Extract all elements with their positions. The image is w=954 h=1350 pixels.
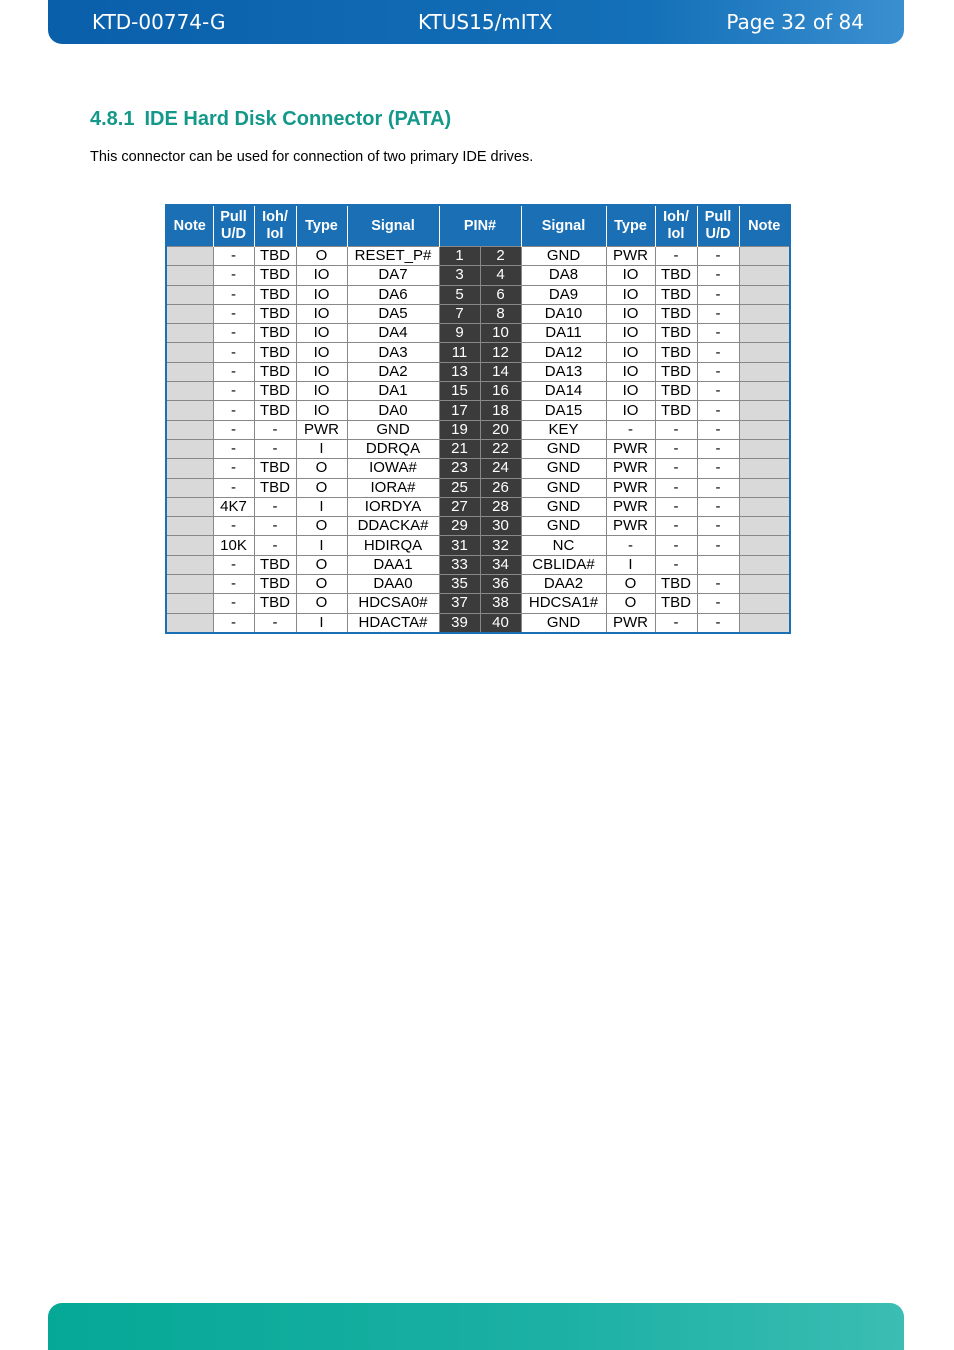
cell-signal-right: DA11 (521, 324, 606, 343)
cell-type-left: O (296, 459, 347, 478)
cell-pin-even: 26 (480, 478, 521, 497)
pinout-table (165, 204, 791, 634)
cell-note-right (739, 247, 790, 266)
cell-ioh-right: TBD (655, 285, 697, 304)
cell-pin-odd: 39 (439, 613, 480, 633)
cell-signal-left: DDRQA (347, 439, 439, 458)
cell-type-right: PWR (606, 247, 655, 266)
cell-pin-odd: 19 (439, 420, 480, 439)
cell-pull-left: - (213, 304, 254, 323)
cell-note-left (166, 555, 213, 574)
cell-pull-right: - (697, 594, 739, 613)
cell-ioh-left: TBD (254, 382, 296, 401)
table-row (166, 382, 790, 401)
cell-note-left (166, 420, 213, 439)
table-row (166, 459, 790, 478)
cell-ioh-left: TBD (254, 555, 296, 574)
cell-type-left: O (296, 575, 347, 594)
page-number: Page 32 of 84 (726, 10, 864, 34)
cell-type-left: I (296, 613, 347, 633)
cell-pin-even: 34 (480, 555, 521, 574)
cell-note-right (739, 401, 790, 420)
cell-ioh-left: TBD (254, 401, 296, 420)
table-row (166, 285, 790, 304)
cell-signal-left: DA6 (347, 285, 439, 304)
cell-note-right (739, 478, 790, 497)
cell-pin-odd: 23 (439, 459, 480, 478)
cell-signal-right: GND (521, 517, 606, 536)
cell-pull-right: - (697, 517, 739, 536)
cell-type-right: PWR (606, 478, 655, 497)
cell-pin-odd: 29 (439, 517, 480, 536)
cell-note-left (166, 575, 213, 594)
cell-pull-right: - (697, 247, 739, 266)
cell-ioh-right: TBD (655, 304, 697, 323)
cell-signal-right: HDCSA1# (521, 594, 606, 613)
col-pull-right: Pull U/D (697, 205, 739, 247)
page-footer (48, 1303, 904, 1350)
cell-ioh-left: - (254, 497, 296, 516)
cell-signal-right: DA15 (521, 401, 606, 420)
cell-signal-right: DA9 (521, 285, 606, 304)
cell-signal-left: GND (347, 420, 439, 439)
cell-pin-even: 28 (480, 497, 521, 516)
cell-signal-left: HDCSA0# (347, 594, 439, 613)
cell-pull-left: - (213, 420, 254, 439)
cell-note-left (166, 285, 213, 304)
cell-note-left (166, 324, 213, 343)
cell-type-left: IO (296, 401, 347, 420)
cell-ioh-right: - (655, 497, 697, 516)
cell-pin-odd: 37 (439, 594, 480, 613)
cell-signal-left: DDACKA# (347, 517, 439, 536)
cell-note-right (739, 555, 790, 574)
cell-pull-left: - (213, 594, 254, 613)
cell-pin-even: 24 (480, 459, 521, 478)
cell-ioh-right: - (655, 247, 697, 266)
cell-pull-right: - (697, 459, 739, 478)
cell-ioh-right: TBD (655, 324, 697, 343)
cell-pull-right: - (697, 575, 739, 594)
cell-type-right: PWR (606, 497, 655, 516)
table-row (166, 247, 790, 266)
cell-pin-odd: 17 (439, 401, 480, 420)
cell-signal-left: DA3 (347, 343, 439, 362)
cell-pin-even: 18 (480, 401, 521, 420)
cell-pull-right (697, 555, 739, 574)
cell-pull-right: - (697, 266, 739, 285)
table-row (166, 497, 790, 516)
cell-signal-left: DA4 (347, 324, 439, 343)
cell-pull-right: - (697, 613, 739, 633)
cell-note-right (739, 575, 790, 594)
cell-note-left (166, 517, 213, 536)
cell-type-right: IO (606, 401, 655, 420)
col-ioh-right: Ioh/ Iol (655, 205, 697, 247)
cell-signal-right: GND (521, 439, 606, 458)
cell-pin-odd: 3 (439, 266, 480, 285)
col-signal-right: Signal (521, 205, 606, 247)
cell-pin-odd: 33 (439, 555, 480, 574)
cell-note-left (166, 247, 213, 266)
cell-signal-left: RESET_P# (347, 247, 439, 266)
cell-type-right: O (606, 594, 655, 613)
cell-pin-even: 38 (480, 594, 521, 613)
cell-note-right (739, 285, 790, 304)
cell-pin-even: 20 (480, 420, 521, 439)
col-type-right: Type (606, 205, 655, 247)
cell-pull-left: - (213, 555, 254, 574)
table-row (166, 362, 790, 381)
table-row (166, 613, 790, 633)
cell-signal-right: DAA2 (521, 575, 606, 594)
cell-note-right (739, 536, 790, 555)
cell-signal-left: DAA1 (347, 555, 439, 574)
section-heading (90, 108, 451, 131)
col-note-right: Note (739, 205, 790, 247)
cell-pull-right: - (697, 343, 739, 362)
cell-pin-odd: 5 (439, 285, 480, 304)
cell-ioh-left: TBD (254, 285, 296, 304)
table-row (166, 555, 790, 574)
intro-text: This connector can be used for connection of two primary IDE drives. (90, 149, 534, 165)
cell-pin-odd: 7 (439, 304, 480, 323)
doc-id: KTD-00774-G (92, 10, 226, 34)
cell-note-left (166, 401, 213, 420)
cell-ioh-left: TBD (254, 594, 296, 613)
cell-ioh-left: TBD (254, 247, 296, 266)
cell-signal-right: GND (521, 613, 606, 633)
cell-note-left (166, 266, 213, 285)
cell-pin-even: 14 (480, 362, 521, 381)
cell-ioh-left: TBD (254, 266, 296, 285)
cell-pull-right: - (697, 536, 739, 555)
cell-pull-left: - (213, 517, 254, 536)
cell-signal-right: GND (521, 459, 606, 478)
cell-pin-odd: 25 (439, 478, 480, 497)
cell-signal-left: DA1 (347, 382, 439, 401)
cell-ioh-left: TBD (254, 478, 296, 497)
table-row (166, 401, 790, 420)
cell-signal-right: GND (521, 497, 606, 516)
cell-pin-odd: 31 (439, 536, 480, 555)
cell-pin-even: 40 (480, 613, 521, 633)
cell-pull-left: - (213, 362, 254, 381)
cell-pin-odd: 27 (439, 497, 480, 516)
cell-type-right: IO (606, 343, 655, 362)
cell-note-right (739, 324, 790, 343)
cell-pin-even: 6 (480, 285, 521, 304)
cell-signal-right: CBLIDA# (521, 555, 606, 574)
cell-ioh-left: TBD (254, 459, 296, 478)
cell-ioh-right: - (655, 478, 697, 497)
cell-type-right: - (606, 420, 655, 439)
cell-ioh-left: - (254, 536, 296, 555)
cell-type-left: O (296, 555, 347, 574)
cell-note-left (166, 304, 213, 323)
cell-signal-right: NC (521, 536, 606, 555)
cell-pin-odd: 15 (439, 382, 480, 401)
cell-signal-left: IORDYA (347, 497, 439, 516)
cell-ioh-right: TBD (655, 343, 697, 362)
cell-pull-right: - (697, 362, 739, 381)
cell-note-right (739, 439, 790, 458)
col-pull-left: Pull U/D (213, 205, 254, 247)
cell-note-right (739, 420, 790, 439)
cell-note-right (739, 343, 790, 362)
cell-type-right: IO (606, 266, 655, 285)
section-number: 4.8.1 (90, 108, 135, 130)
cell-note-left (166, 343, 213, 362)
cell-ioh-left: - (254, 517, 296, 536)
cell-pin-even: 12 (480, 343, 521, 362)
cell-type-right: PWR (606, 459, 655, 478)
cell-signal-left: DA0 (347, 401, 439, 420)
col-note-left: Note (166, 205, 213, 247)
cell-note-right (739, 613, 790, 633)
cell-note-right (739, 594, 790, 613)
cell-pull-left: 4K7 (213, 497, 254, 516)
cell-ioh-left: TBD (254, 362, 296, 381)
cell-pin-even: 8 (480, 304, 521, 323)
cell-signal-right: GND (521, 247, 606, 266)
cell-signal-left: DAA0 (347, 575, 439, 594)
cell-ioh-right: - (655, 536, 697, 555)
cell-type-left: O (296, 478, 347, 497)
table-row (166, 439, 790, 458)
cell-type-right: O (606, 575, 655, 594)
cell-type-left: PWR (296, 420, 347, 439)
cell-note-right (739, 266, 790, 285)
cell-ioh-right: TBD (655, 594, 697, 613)
cell-pin-odd: 1 (439, 247, 480, 266)
table-row (166, 575, 790, 594)
page-header (48, 0, 904, 44)
product-name: KTUS15/mITX (418, 10, 553, 34)
cell-pin-odd: 21 (439, 439, 480, 458)
cell-pull-left: - (213, 575, 254, 594)
cell-pull-right: - (697, 304, 739, 323)
cell-note-left (166, 594, 213, 613)
cell-signal-right: GND (521, 478, 606, 497)
table-row (166, 304, 790, 323)
cell-note-left (166, 362, 213, 381)
cell-signal-left: IOWA# (347, 459, 439, 478)
cell-type-left: O (296, 594, 347, 613)
cell-ioh-left: - (254, 613, 296, 633)
cell-type-left: IO (296, 343, 347, 362)
cell-pull-left: - (213, 382, 254, 401)
cell-note-left (166, 439, 213, 458)
cell-type-left: I (296, 536, 347, 555)
cell-type-left: O (296, 247, 347, 266)
cell-pull-left: - (213, 285, 254, 304)
cell-pin-even: 16 (480, 382, 521, 401)
table-row (166, 536, 790, 555)
cell-note-right (739, 382, 790, 401)
cell-pull-right: - (697, 478, 739, 497)
cell-signal-right: DA8 (521, 266, 606, 285)
cell-pin-even: 30 (480, 517, 521, 536)
cell-pull-right: - (697, 285, 739, 304)
section-title: IDE Hard Disk Connector (PATA) (144, 108, 452, 130)
cell-type-right: PWR (606, 613, 655, 633)
cell-pull-left: - (213, 247, 254, 266)
cell-signal-right: KEY (521, 420, 606, 439)
cell-note-left (166, 536, 213, 555)
cell-signal-left: HDACTA# (347, 613, 439, 633)
col-pin: PIN# (439, 205, 521, 247)
cell-note-right (739, 517, 790, 536)
cell-note-left (166, 613, 213, 633)
table-row (166, 420, 790, 439)
cell-pin-odd: 35 (439, 575, 480, 594)
cell-pull-left: - (213, 439, 254, 458)
cell-signal-left: DA2 (347, 362, 439, 381)
cell-pull-right: - (697, 324, 739, 343)
cell-signal-right: DA13 (521, 362, 606, 381)
cell-pull-left: - (213, 459, 254, 478)
cell-pin-even: 32 (480, 536, 521, 555)
cell-signal-left: IORA# (347, 478, 439, 497)
cell-ioh-left: - (254, 439, 296, 458)
cell-ioh-right: TBD (655, 401, 697, 420)
cell-ioh-left: TBD (254, 324, 296, 343)
cell-note-left (166, 478, 213, 497)
cell-type-left: IO (296, 362, 347, 381)
cell-signal-right: DA10 (521, 304, 606, 323)
table-row (166, 343, 790, 362)
table-row (166, 594, 790, 613)
cell-note-right (739, 459, 790, 478)
cell-pin-even: 2 (480, 247, 521, 266)
cell-pin-odd: 13 (439, 362, 480, 381)
cell-type-left: IO (296, 304, 347, 323)
cell-pull-left: - (213, 613, 254, 633)
cell-type-left: IO (296, 266, 347, 285)
cell-pull-right: - (697, 497, 739, 516)
cell-pull-left: - (213, 324, 254, 343)
cell-type-left: O (296, 517, 347, 536)
cell-signal-left: HDIRQA (347, 536, 439, 555)
cell-ioh-right: TBD (655, 362, 697, 381)
table-row (166, 478, 790, 497)
cell-ioh-left: - (254, 420, 296, 439)
cell-type-right: - (606, 536, 655, 555)
cell-note-left (166, 382, 213, 401)
cell-ioh-right: - (655, 420, 697, 439)
cell-pull-left: - (213, 401, 254, 420)
cell-signal-left: DA7 (347, 266, 439, 285)
cell-pull-right: - (697, 401, 739, 420)
cell-type-right: IO (606, 362, 655, 381)
cell-ioh-right: - (655, 439, 697, 458)
cell-ioh-right: TBD (655, 382, 697, 401)
cell-type-right: PWR (606, 439, 655, 458)
cell-ioh-left: TBD (254, 343, 296, 362)
cell-pin-odd: 11 (439, 343, 480, 362)
cell-ioh-left: TBD (254, 575, 296, 594)
cell-type-left: I (296, 439, 347, 458)
cell-type-right: IO (606, 324, 655, 343)
cell-type-left: IO (296, 382, 347, 401)
cell-ioh-left: TBD (254, 304, 296, 323)
cell-pull-right: - (697, 439, 739, 458)
cell-note-right (739, 362, 790, 381)
cell-note-left (166, 497, 213, 516)
cell-type-right: I (606, 555, 655, 574)
cell-pull-left: - (213, 343, 254, 362)
cell-ioh-right: - (655, 517, 697, 536)
cell-ioh-right: TBD (655, 266, 697, 285)
cell-type-right: IO (606, 382, 655, 401)
cell-signal-right: DA12 (521, 343, 606, 362)
table-row (166, 266, 790, 285)
cell-type-left: I (296, 497, 347, 516)
cell-signal-left: DA5 (347, 304, 439, 323)
cell-pull-left: - (213, 266, 254, 285)
cell-ioh-right: - (655, 613, 697, 633)
header-row (166, 205, 790, 247)
cell-pull-left: - (213, 478, 254, 497)
cell-type-right: PWR (606, 517, 655, 536)
cell-pull-right: - (697, 382, 739, 401)
cell-pin-even: 36 (480, 575, 521, 594)
cell-signal-right: DA14 (521, 382, 606, 401)
col-ioh-left: Ioh/ Iol (254, 205, 296, 247)
table-row (166, 517, 790, 536)
cell-pin-odd: 9 (439, 324, 480, 343)
cell-type-left: IO (296, 324, 347, 343)
cell-note-right (739, 497, 790, 516)
col-type-left: Type (296, 205, 347, 247)
cell-ioh-right: - (655, 459, 697, 478)
cell-note-left (166, 459, 213, 478)
cell-type-right: IO (606, 304, 655, 323)
table-row (166, 324, 790, 343)
cell-pull-left: 10K (213, 536, 254, 555)
cell-note-right (739, 304, 790, 323)
cell-pin-even: 10 (480, 324, 521, 343)
cell-ioh-right: TBD (655, 575, 697, 594)
cell-pull-right: - (697, 420, 739, 439)
cell-pin-even: 4 (480, 266, 521, 285)
cell-type-left: IO (296, 285, 347, 304)
col-signal-left: Signal (347, 205, 439, 247)
cell-pin-even: 22 (480, 439, 521, 458)
cell-type-right: IO (606, 285, 655, 304)
cell-ioh-right: - (655, 555, 697, 574)
